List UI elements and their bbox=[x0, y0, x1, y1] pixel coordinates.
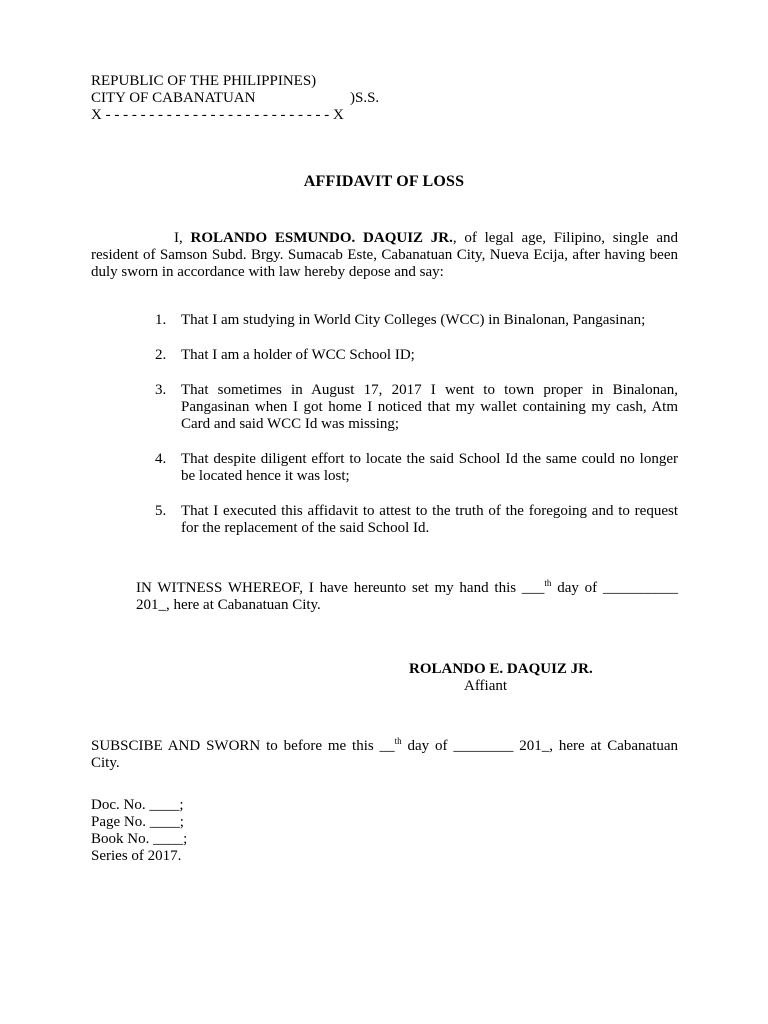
jurat-clause bbox=[91, 738, 678, 772]
statement-item bbox=[155, 382, 678, 433]
statement-text: That I am a holder of WCC School ID; bbox=[181, 347, 415, 363]
jurat-text-end: day of ________ 201_, here at Cabanatuan City. bbox=[91, 738, 679, 771]
statement-number: 2. bbox=[155, 347, 167, 363]
notary-page-no: Page No. ____; bbox=[91, 814, 184, 830]
notary-book-no: Book No. ____; bbox=[91, 831, 188, 847]
statement-number: 5. bbox=[155, 503, 167, 519]
witness-text-end: day of __________ 201_, here at Cabanatuan City. bbox=[136, 580, 678, 613]
affiant-full-name: ROLANDO ESMUNDO. DAQUIZ JR. bbox=[190, 230, 453, 246]
statement-text: That I executed this affidavit to attest to the truth of the foregoing and to request for the replacement of the said School Id. bbox=[181, 503, 678, 536]
signature-name: ROLANDO E. DAQUIZ JR. bbox=[409, 661, 593, 677]
notary-series: Series of 2017. bbox=[91, 848, 182, 864]
statement-text: That despite diligent effort to locate the said School Id the same could no longer be located hence it was lost; bbox=[181, 451, 678, 484]
statement-number: 3. bbox=[155, 382, 167, 398]
statement-item bbox=[155, 312, 678, 329]
jurat-superscript: th bbox=[394, 736, 402, 746]
statement-number: 4. bbox=[155, 451, 167, 467]
statement-item bbox=[155, 503, 678, 537]
statement-list bbox=[155, 312, 678, 555]
witness-clause bbox=[136, 580, 678, 614]
statement-text: That I am studying in World City Colleges (WCC) in Binalonan, Pangasinan; bbox=[181, 312, 646, 328]
witness-superscript: th bbox=[544, 578, 552, 588]
witness-text-start: IN WITNESS WHEREOF, I have hereunto set my hand this ___ bbox=[136, 580, 545, 596]
notary-doc-no: Doc. No. ____; bbox=[91, 797, 184, 813]
intro-prefix: I, bbox=[174, 230, 191, 246]
header-city bbox=[91, 90, 380, 107]
intro-paragraph bbox=[91, 230, 678, 281]
statement-item bbox=[155, 347, 678, 364]
document-title: AFFIDAVIT OF LOSS bbox=[303, 173, 465, 190]
statement-text: That sometimes in August 17, 2017 I went to town proper in Binalonan, Pangasinan when I got home I noticed that my wallet containing my cash, Atm Card and said WCC Id was missing; bbox=[181, 382, 678, 432]
signature-role: Affiant bbox=[464, 678, 508, 694]
header-separator: X - - - - - - - - - - - - - - - - - - - - - - - - - - X bbox=[91, 107, 344, 123]
statement-number: 1. bbox=[155, 312, 167, 328]
header-ss: )S.S. bbox=[350, 90, 380, 106]
jurat-text-start: SUBSCIBE AND SWORN to before me this __ bbox=[91, 738, 395, 754]
header-republic: REPUBLIC OF THE PHILIPPINES) bbox=[91, 73, 317, 89]
intro-rest: , of legal age, Filipino, single and resident of Samson Subd. Brgy. Sumacab Este, Cabanatuan City, Nueva Ecija, after having been duly sworn in accordance with law hereby depose and say: bbox=[91, 230, 678, 280]
statement-item bbox=[155, 451, 678, 485]
header-city-name: CITY OF CABANATUAN bbox=[91, 90, 256, 106]
